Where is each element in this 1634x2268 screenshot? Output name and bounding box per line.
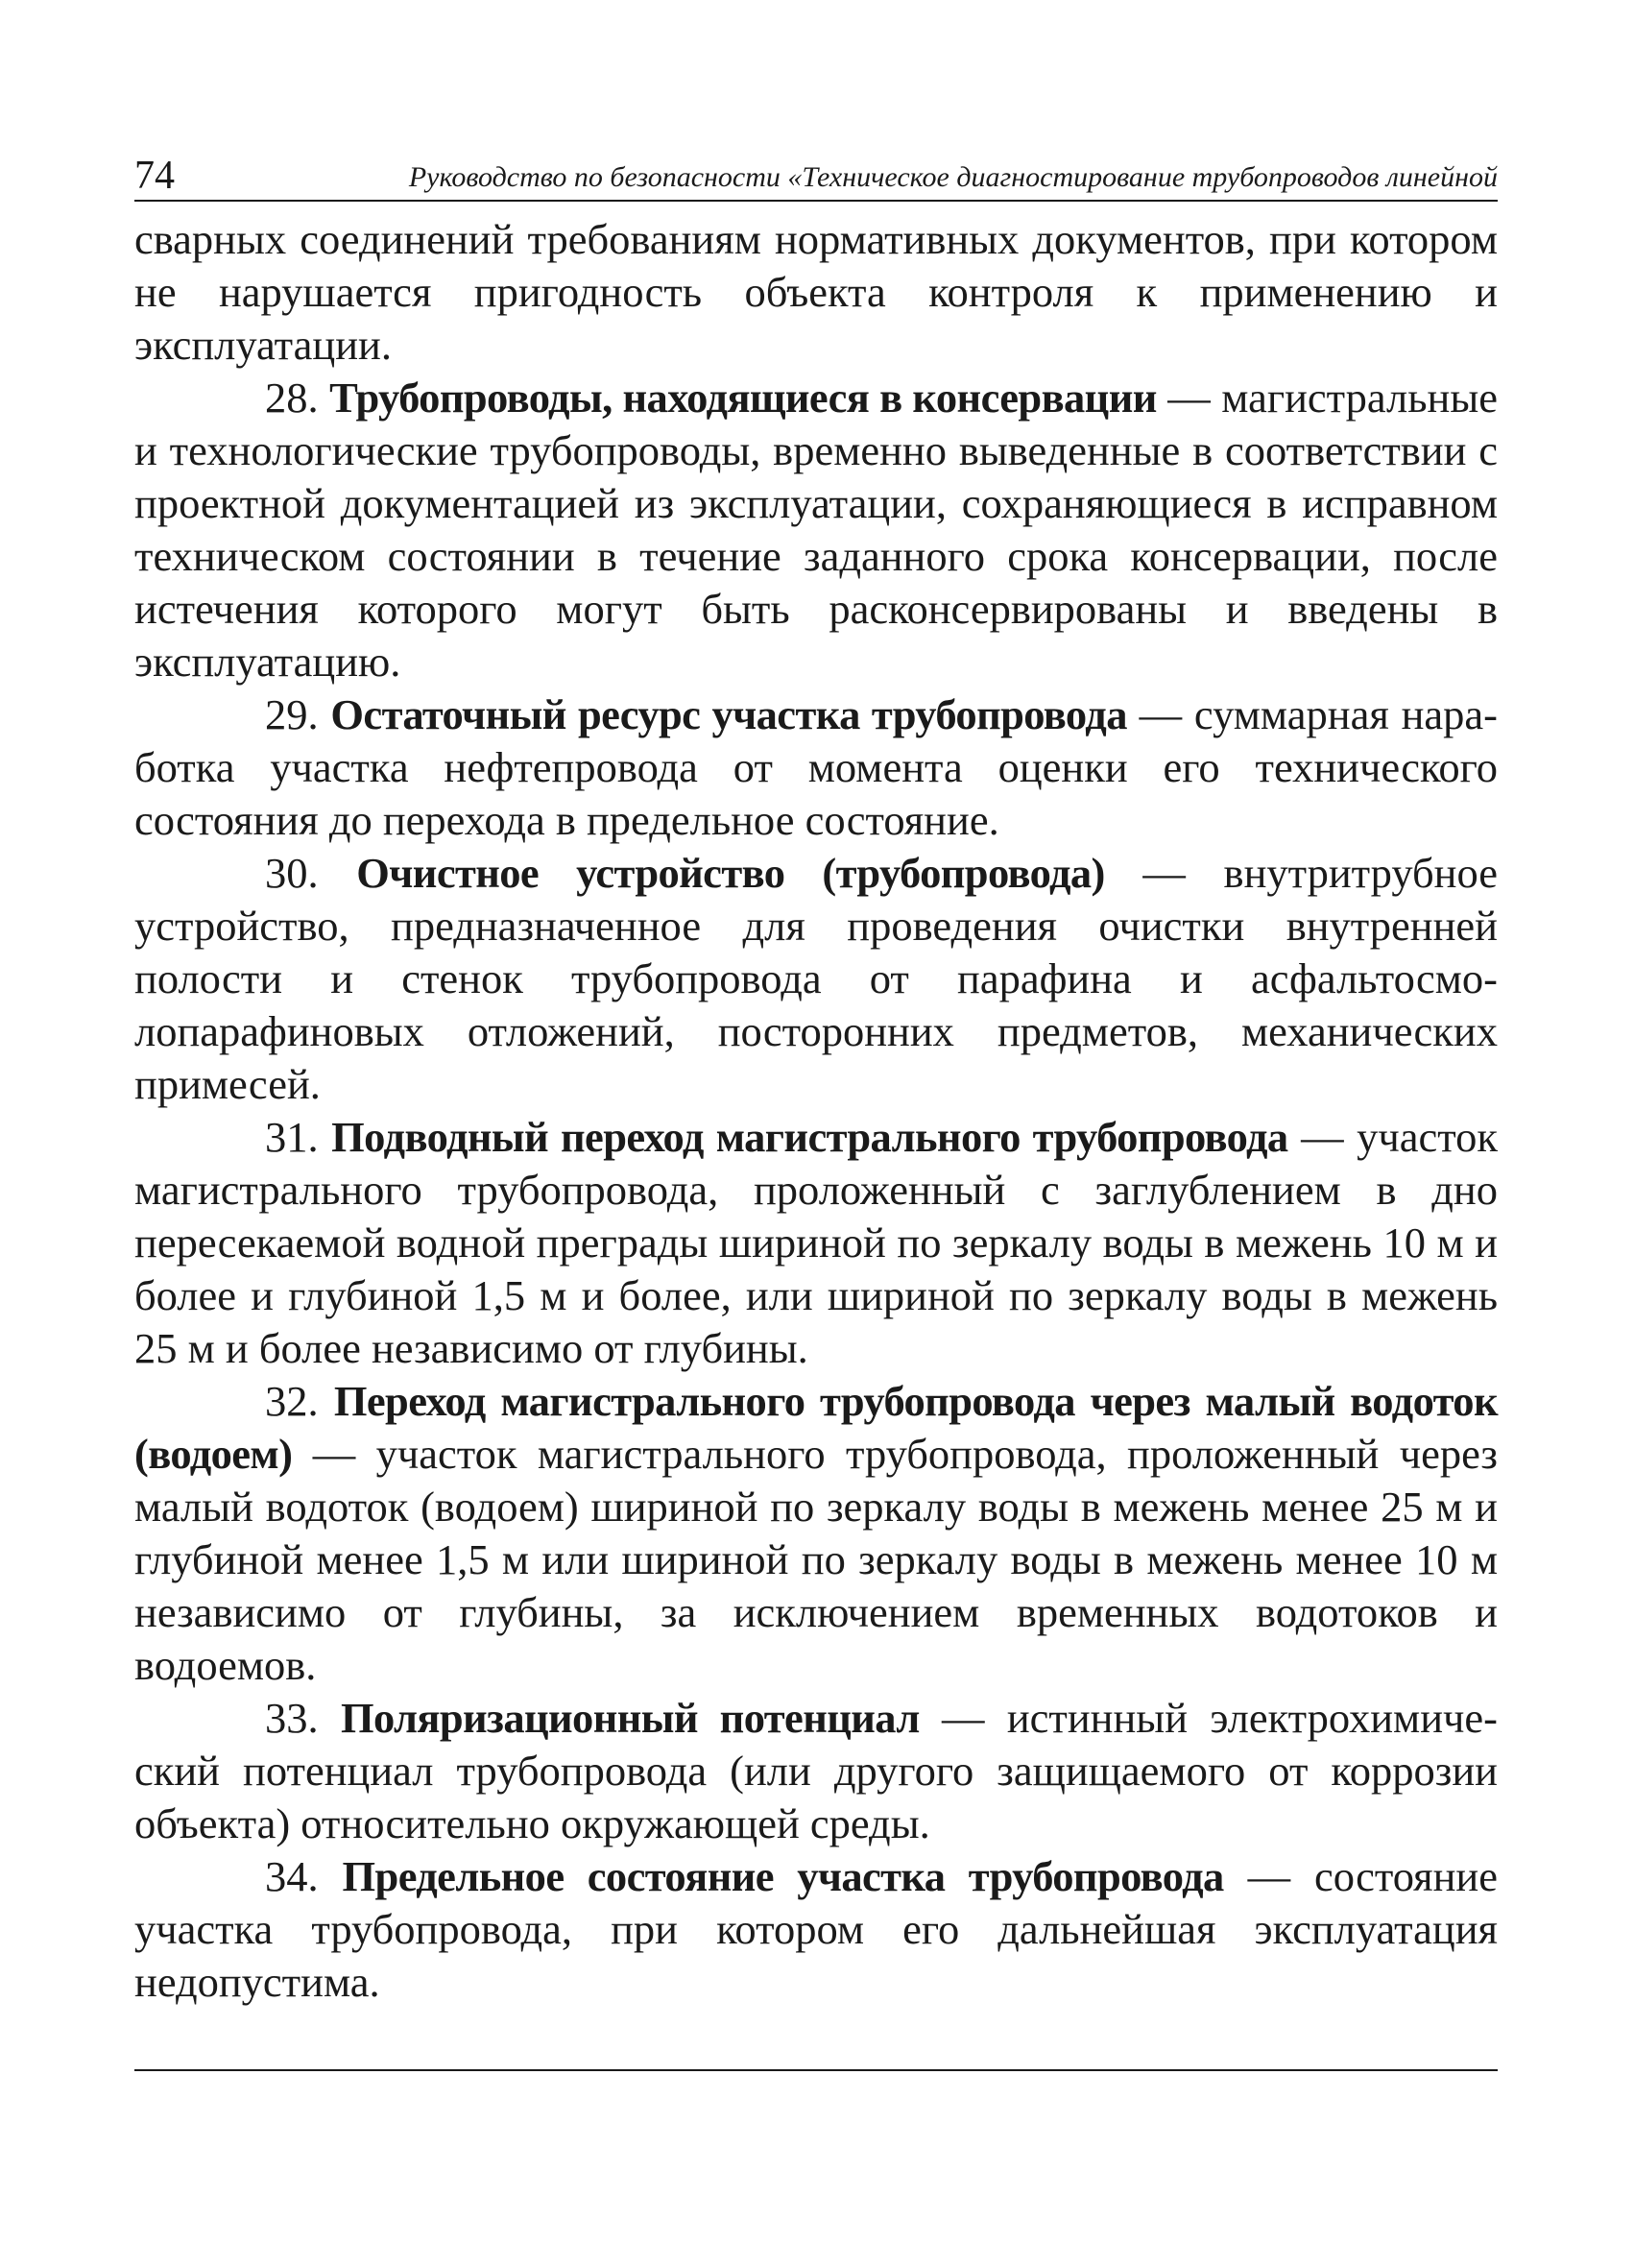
page-number: 74: [134, 154, 175, 198]
running-title: Руководство по безопасности «Техническое диагностирование трубопроводов линейной: [408, 161, 1498, 193]
definition-31: [134, 1111, 1498, 1375]
defined-term: Поляризационный потенциал: [340, 1694, 920, 1742]
page-header: [134, 144, 1498, 202]
item-number: 29.: [265, 690, 319, 738]
definition-text: — магистральные и технологические трубопроводы, временно выведенные в соответствии с проектной документацией из эксплуатации, сохраняющиеся в исправном техническом состоянии в течение заданного срока консервации, после истечения которого могут быть расконсервированы и введены в эксплуатацию.: [134, 374, 1499, 686]
item-number: 28.: [265, 374, 319, 422]
page: [134, 144, 1498, 2009]
defined-term: Предельное состояние участка трубопровода: [342, 1852, 1224, 1900]
defined-term: Остаточный ресурс участка трубопровода: [330, 690, 1127, 738]
defined-term: Переход магистрального трубопровода через малый водоток (водоем): [134, 1377, 1498, 1478]
item-number: 30.: [265, 849, 319, 897]
definition-text: — состояние участка трубопровода, при котором его дальнейшая эксплуатация недопустима.: [134, 1852, 1498, 2006]
definition-28: [134, 372, 1498, 688]
defined-term: Очистное устройство (трубопровода): [356, 849, 1105, 897]
defined-term: Подводный переход магистрального трубопровода: [331, 1113, 1288, 1161]
definition-text: — участок магистрального трубопровода, проложенный через малый водоток (водоем) шириной по зеркалу воды в межень менее 25 м и глубиной менее 1,5 м или шириной по зеркалу воды в межень менее 10 м независимо от глубины, за исключением временных водотоков и водоемов.: [134, 1430, 1498, 1689]
definition-32: [134, 1375, 1498, 1692]
footer-rule: [134, 2069, 1498, 2071]
definition-34: [134, 1850, 1498, 2009]
definition-30: [134, 847, 1498, 1111]
definition-text: — участок магистрального трубопровода, проложенный с заглублением в дно пересекаемой водной преграды шириной по зеркалу воды в межень 10 м и более и глубиной 1,5 м и более, или шириной по зеркалу воды в межень 25 м и более независимо от глубины.: [134, 1113, 1498, 1372]
definition-text: — суммарная наработка участка нефтепровода от момента оценки его технического состояния до перехода в предельное состояние.: [134, 690, 1498, 844]
item-number: 31.: [265, 1113, 319, 1161]
definition-33: [134, 1692, 1498, 1850]
definition-text: — внутритрубное устройство, предназначенное для проведения очистки внутренней полости и стенок трубопровода от парафина и асфальтосмолопарафиновых отложений, посторонних предметов, механических примесей.: [134, 849, 1499, 1108]
body-text: [134, 213, 1498, 2009]
defined-term: Трубопроводы, находящиеся в консервации: [329, 374, 1157, 422]
item-number: 33.: [265, 1694, 319, 1742]
definition-29: [134, 688, 1498, 847]
item-number: 32.: [265, 1377, 319, 1425]
item-number: 34.: [265, 1852, 319, 1900]
intro-paragraph: сварных соединений требованиям нормативных документов, при котором не нарушается пригодность объекта контроля к применению и эксплуатации.: [134, 215, 1498, 369]
definition-text: — истинный электрохимический потенциал трубопровода (или другого защищаемого от коррозии объекта) относительно окружающей среды.: [134, 1694, 1498, 1847]
